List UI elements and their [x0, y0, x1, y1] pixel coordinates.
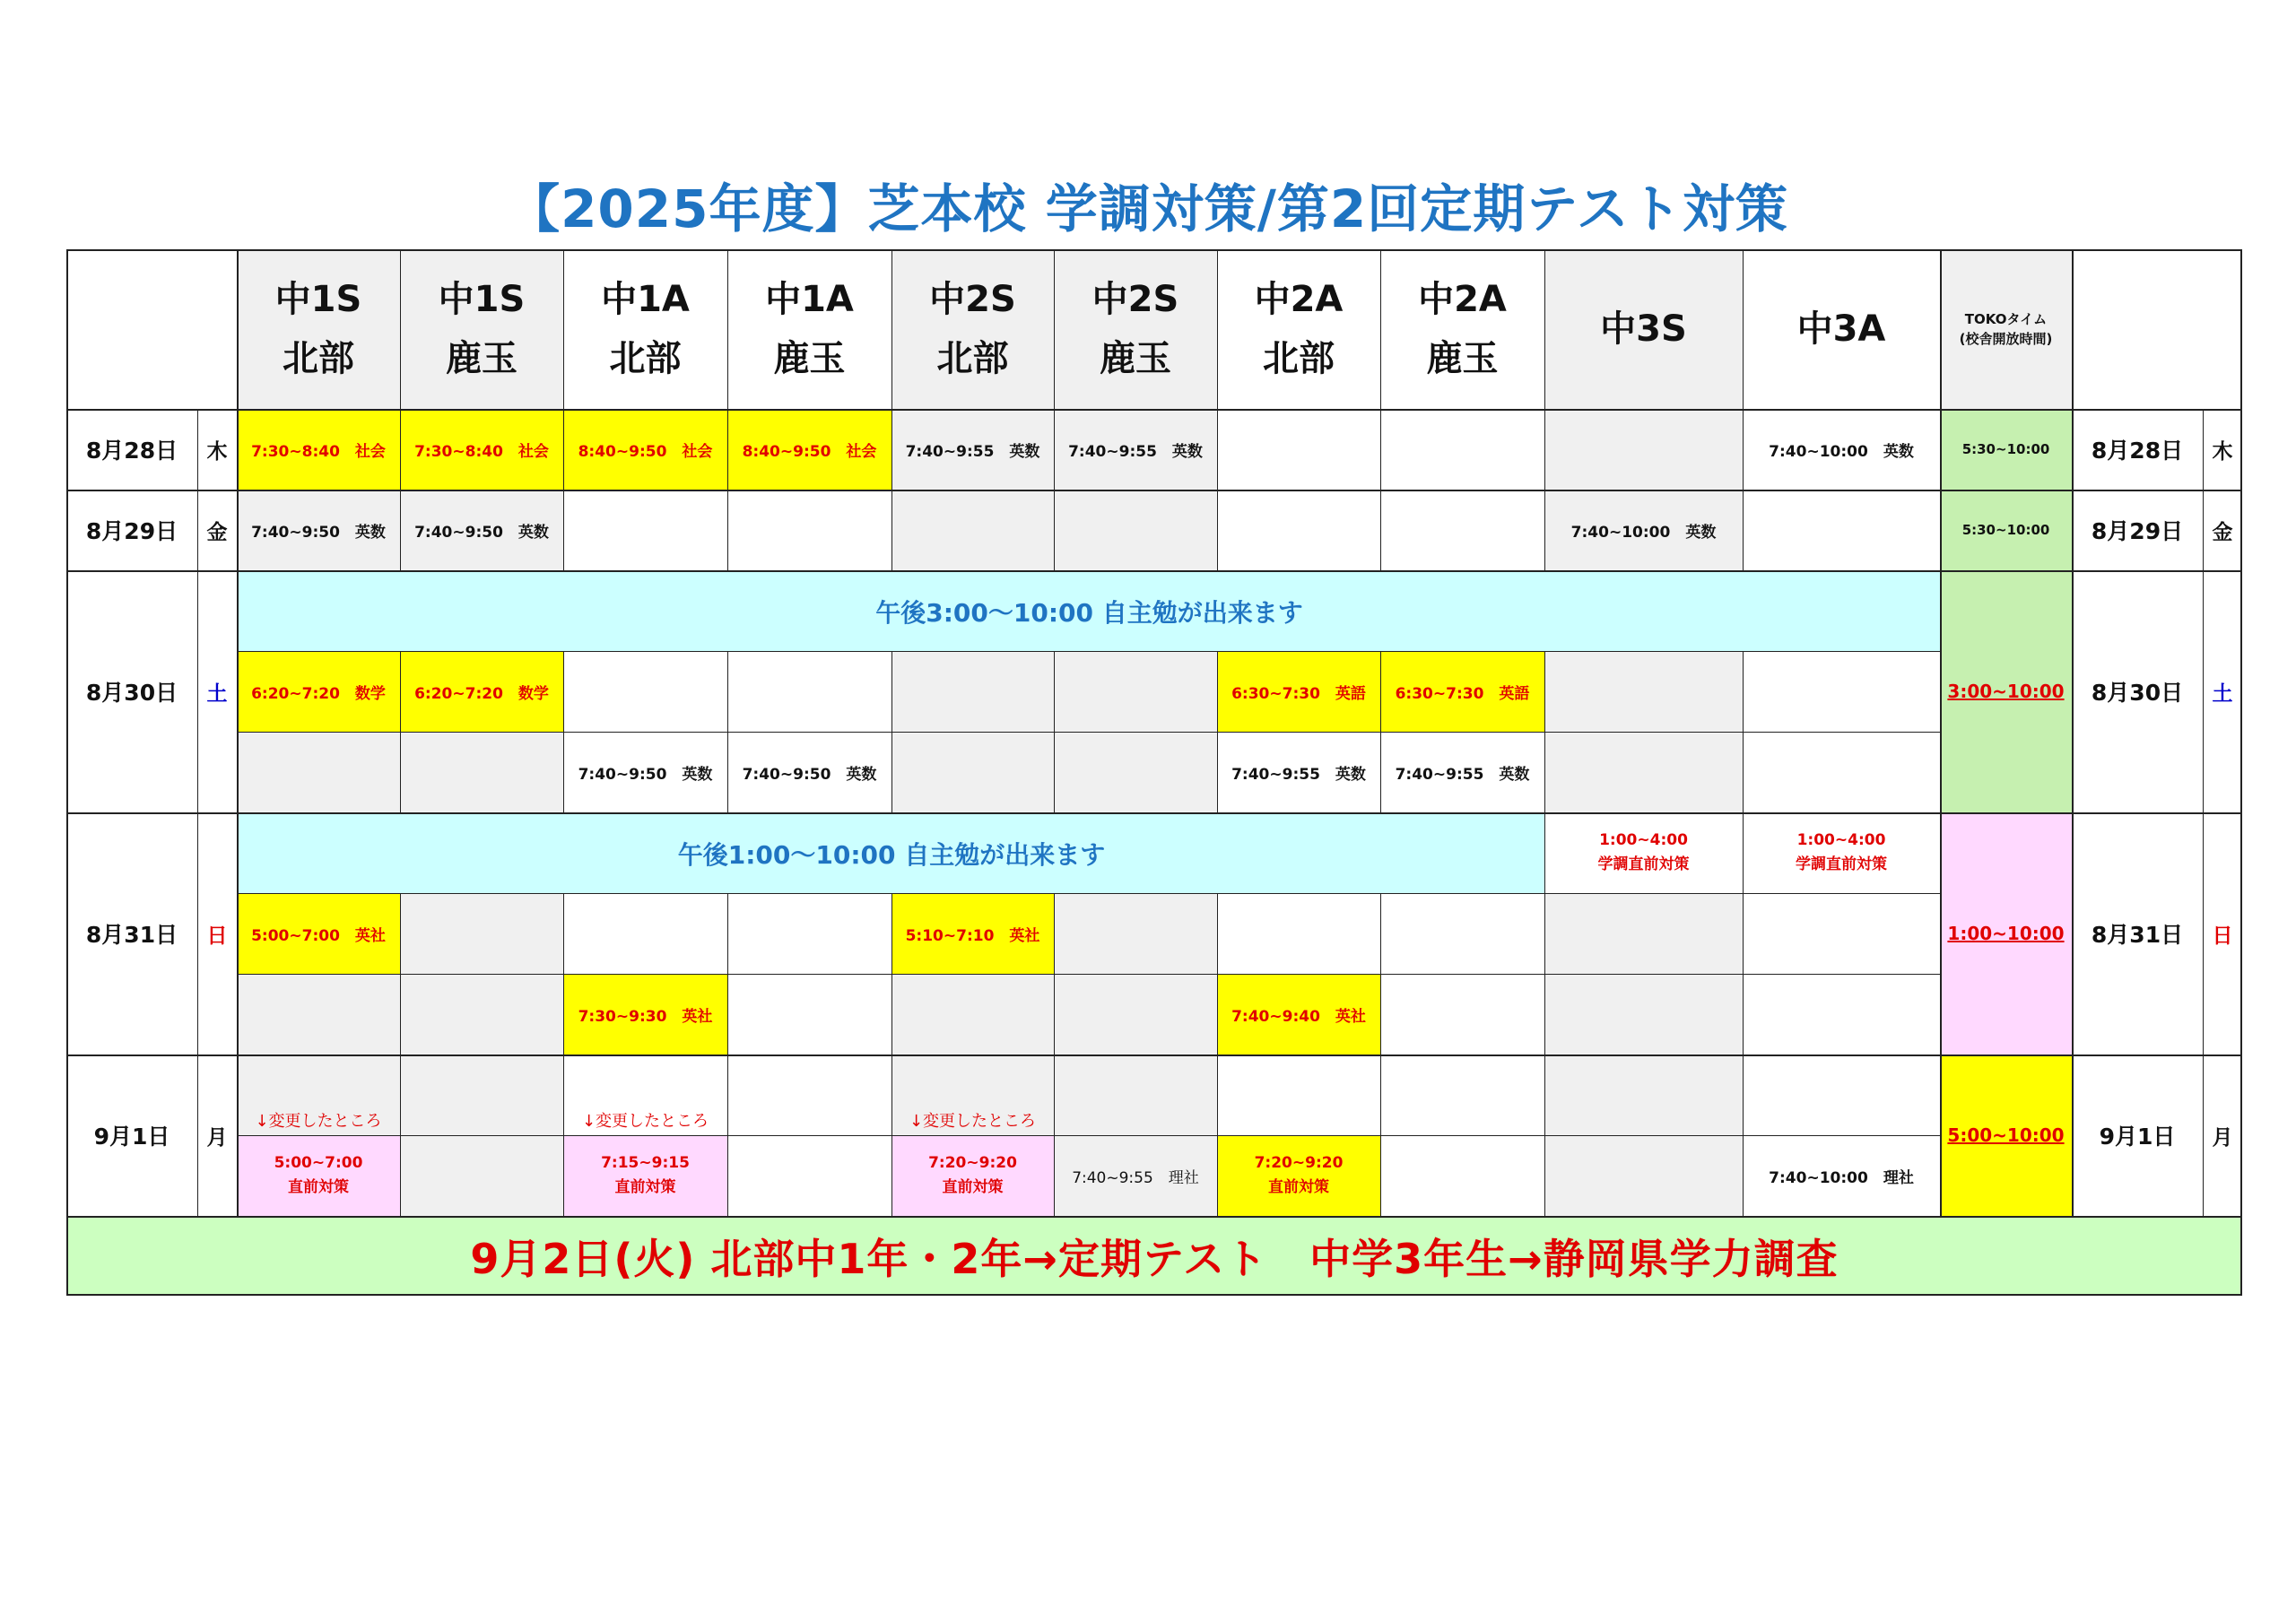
col-header-7: 中2A 北部 [1254, 279, 1344, 379]
schedule-entry: 6:20~7:20 数学 [400, 651, 563, 732]
schedule-entry: 7:40~9:55 理社 [1054, 1135, 1217, 1216]
grid-line [891, 249, 892, 1216]
col-header-3: 中1A 北部 [601, 279, 690, 379]
grid-line [237, 732, 1940, 733]
gray-cell [1544, 893, 1743, 974]
col-header-10: 中3A [1796, 308, 1886, 350]
gray-cell [1054, 974, 1217, 1055]
col-header-1: 中1S 北部 [274, 279, 362, 379]
grid-line [1217, 249, 1218, 1216]
date-right: 8月29日 [2091, 518, 2184, 544]
grid-line [1054, 249, 1055, 1216]
gray-cell [1544, 651, 1743, 732]
gray-cell [891, 974, 1054, 1055]
date-left: 8月30日 [85, 680, 178, 706]
gray-cell [400, 732, 563, 812]
col-header-toko: TOKOタイム (校舎開放時間) [1959, 311, 2053, 347]
date-left: 9月1日 [93, 1124, 170, 1150]
schedule-entry: 7:40~9:55 英数 [1395, 765, 1530, 784]
date-right: 9月1日 [2099, 1124, 2176, 1150]
dow-left: 月 [206, 1125, 228, 1150]
schedule-entry: 7:40~10:00 理社 [1769, 1168, 1914, 1187]
dow-right: 木 [2212, 439, 2233, 464]
sat-study-banner: 午後3:00～10:00 自主勉が出来ます [239, 572, 1940, 651]
schedule-entry: 5:00~7:00 直前対策 [237, 1135, 400, 1216]
schedule-entry: 7:30~8:40 社会 [400, 409, 563, 490]
schedule-entry: 6:30~7:30 英語 [1217, 651, 1380, 732]
schedule-entry: 7:40~9:50 英数 [251, 523, 386, 542]
schedule-entry: 7:30~8:40 社会 [237, 409, 400, 490]
gray-cell [1054, 651, 1217, 732]
grid-line [66, 1294, 2242, 1296]
gray-cell [1054, 1055, 1217, 1135]
schedule-entry: 5:10~7:10 英社 [891, 893, 1054, 974]
grid-line [237, 249, 239, 1216]
grid-line [66, 409, 2242, 411]
grid-line [2203, 409, 2204, 1216]
grid-line [1544, 249, 1545, 1216]
toko-time: 5:30~10:00 [1961, 441, 2050, 457]
col-header-5: 中2S 北部 [929, 279, 1016, 379]
col-header-8: 中2A 鹿玉 [1418, 279, 1507, 379]
toko-time: 5:00~10:00 [1947, 1124, 2065, 1146]
dow-left: 日 [206, 924, 228, 948]
date-left: 8月29日 [85, 518, 178, 544]
dow-right: 土 [2212, 681, 2233, 706]
schedule-entry: 8:40~9:50 社会 [727, 409, 891, 490]
dow-right: 日 [2212, 924, 2233, 948]
schedule-entry: 7:20~9:20 直前対策 [891, 1135, 1054, 1216]
date-right: 8月31日 [2091, 922, 2184, 948]
schedule-entry: 7:40~10:00 英数 [1769, 442, 1914, 461]
gray-cell [237, 974, 400, 1055]
dow-left: 金 [206, 520, 228, 544]
grid-line [727, 249, 728, 1216]
grid-line [400, 249, 401, 1216]
schedule-entry: 1:00~4:00 学調直前対策 [1796, 831, 1887, 873]
gray-cell [400, 1055, 563, 1135]
grid-line [1380, 249, 1381, 1216]
grid-line [563, 249, 564, 1216]
col-header-2: 中1S 鹿玉 [438, 279, 526, 379]
grid-line [237, 1135, 1940, 1136]
page-title: 【2025年度】芝本校 学調対策/第2回定期テスト対策 [508, 178, 1788, 239]
grid-line [237, 974, 1940, 975]
grid-line [1743, 249, 1744, 1216]
schedule-entry: 7:15~9:15 直前対策 [563, 1135, 727, 1216]
gray-cell [1054, 490, 1217, 570]
dow-right: 金 [2212, 520, 2233, 544]
schedule-entry: 7:40~10:00 英数 [1570, 523, 1717, 542]
schedule-table [66, 249, 2242, 1296]
col-header-4: 中1A 鹿玉 [765, 279, 854, 379]
schedule-entry: 5:00~7:00 英社 [237, 893, 400, 974]
gray-cell [1544, 409, 1743, 490]
gray-cell [400, 1135, 563, 1216]
gray-cell [237, 732, 400, 812]
grid-line [2240, 249, 2242, 1296]
schedule-entry: 7:40~9:55 英数 [905, 442, 1040, 461]
change-note: ↓変更したところ [581, 1112, 709, 1131]
dow-left: 木 [206, 439, 228, 464]
col-header-6: 中2S 鹿玉 [1091, 279, 1179, 379]
dow-right: 月 [2212, 1125, 2233, 1150]
schedule-entry: 6:20~7:20 数学 [237, 651, 400, 732]
gray-cell [400, 974, 563, 1055]
change-note: ↓変更したところ [909, 1112, 1037, 1131]
schedule-entry: 7:40~9:50 英数 [578, 765, 713, 784]
col-header-9: 中3S [1600, 308, 1687, 350]
schedule-entry: 7:30~9:30 英社 [563, 974, 727, 1055]
toko-time: 5:30~10:00 [1961, 522, 2050, 538]
gray-cell [400, 893, 563, 974]
grid-line [66, 249, 2242, 251]
gray-cell [1054, 893, 1217, 974]
schedule-entry: 7:40~9:40 英社 [1217, 974, 1380, 1055]
grid-line [237, 893, 1940, 894]
date-right: 8月30日 [2091, 680, 2184, 706]
schedule-entry: 7:40~9:50 英数 [742, 765, 877, 784]
schedule-entry: 8:40~9:50 社会 [563, 409, 727, 490]
dow-left: 土 [206, 681, 228, 706]
sun-study-banner: 午後1:00～10:00 自主勉が出来ます [239, 814, 1544, 893]
toko-time: 1:00~10:00 [1947, 923, 2065, 944]
gray-cell [1544, 1055, 1743, 1135]
schedule-entry: 1:00~4:00 学調直前対策 [1597, 831, 1690, 873]
gray-cell [891, 651, 1054, 732]
schedule-entry: 7:40~9:55 英数 [1231, 765, 1366, 784]
footer-notice: 9月2日(火) 北部中1年・2年→定期テスト 中学3年生→静岡県学力調査 [68, 1218, 2240, 1294]
grid-line [237, 651, 1940, 652]
schedule-entry: 6:30~7:30 英語 [1380, 651, 1544, 732]
schedule-entry: 7:40~9:50 英数 [414, 523, 549, 542]
grid-line [2072, 249, 2074, 1216]
date-right: 8月28日 [2091, 438, 2184, 464]
gray-cell [1544, 1135, 1743, 1216]
schedule-entry: 7:40~9:55 英数 [1068, 442, 1203, 461]
grid-line [66, 249, 68, 1296]
gray-cell [891, 732, 1054, 812]
grid-line [66, 490, 2242, 491]
change-note: ↓変更したところ [255, 1112, 382, 1131]
gray-cell [1544, 732, 1743, 812]
date-left: 8月28日 [85, 438, 178, 464]
gray-cell [891, 490, 1054, 570]
toko-time: 3:00~10:00 [1947, 681, 2065, 702]
gray-cell [1544, 974, 1743, 1055]
grid-line [66, 1055, 2242, 1056]
schedule-entry: 7:20~9:20 直前対策 [1217, 1135, 1380, 1216]
gray-cell [1054, 732, 1217, 812]
date-left: 8月31日 [85, 922, 178, 948]
grid-line [197, 409, 198, 1216]
